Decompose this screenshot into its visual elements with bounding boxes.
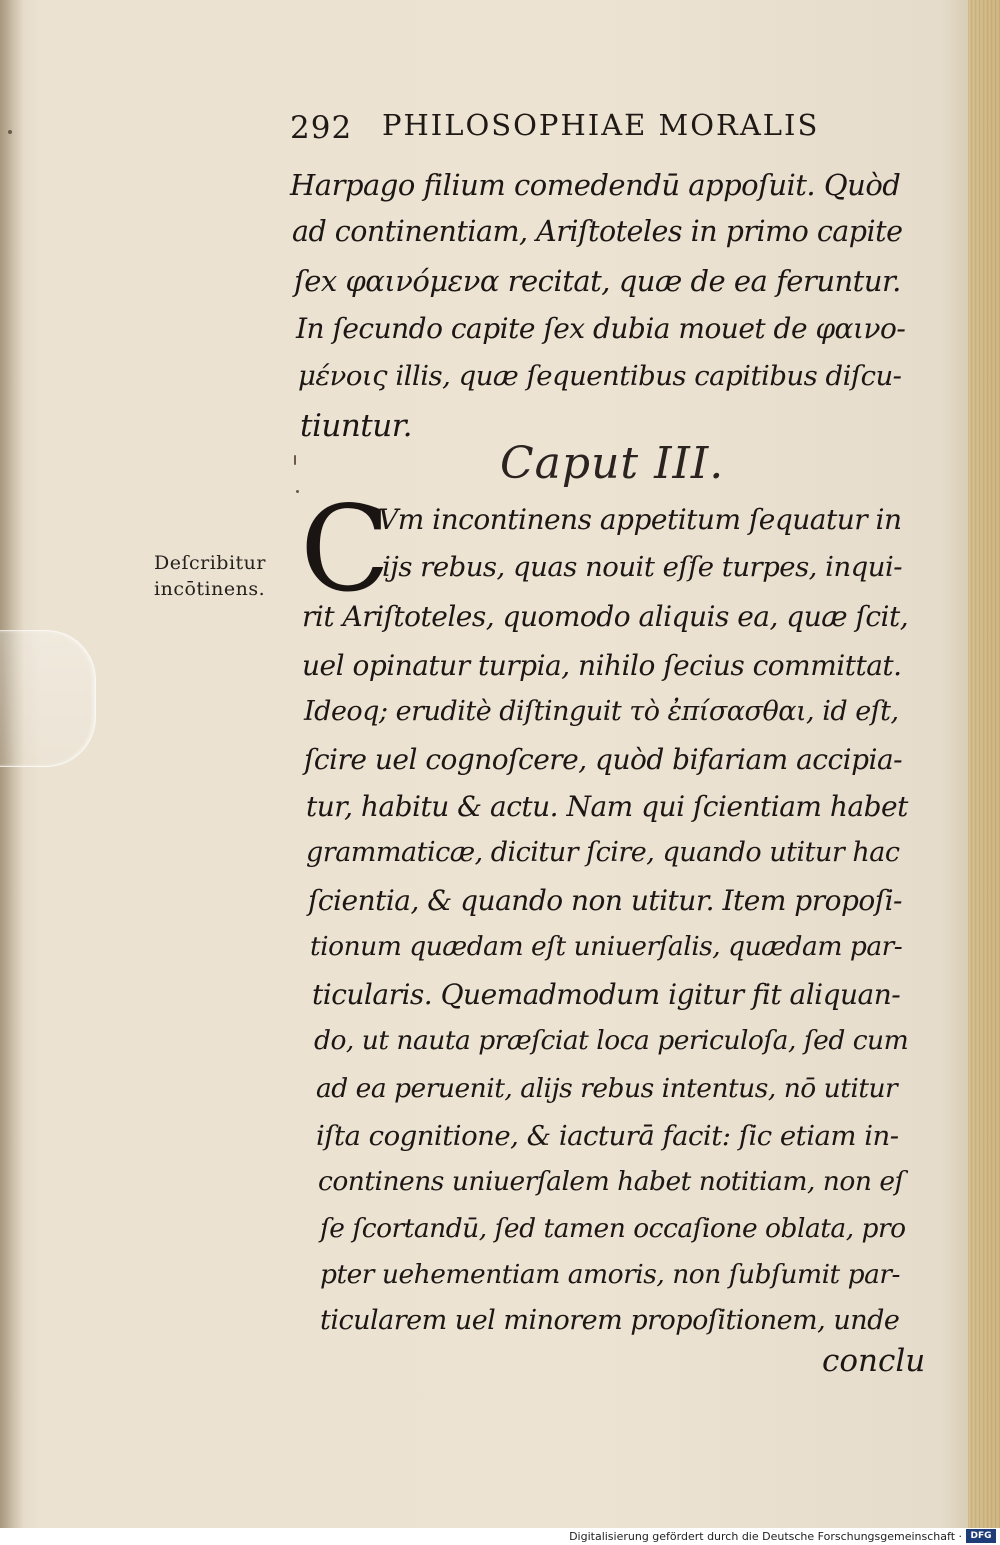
page-edges <box>968 0 1000 1528</box>
paper-speck <box>8 130 12 134</box>
text-line: ticularem uel minorem propoſitionem, unde <box>320 1305 900 1336</box>
text-line: ijs rebus, quas nouit eſſe turpes, inqui- <box>382 551 903 583</box>
text-line: ſcire uel cognoſcere, quòd bifariam accipia- <box>304 743 903 776</box>
text-line: uel opinatur turpia, nihilo ſecius committat. <box>302 649 902 682</box>
footer-credit: Digitalisierung gefördert durch die Deutsche Forschungsgemeinschaft · <box>569 1530 962 1543</box>
text-line: tiuntur. <box>300 408 412 444</box>
page-number: 292 <box>290 110 353 146</box>
chapter-title: Caput III. <box>500 438 725 489</box>
paper-speck <box>296 490 299 493</box>
paper-speck <box>294 455 296 465</box>
text-line: grammaticæ, dicitur ſcire, quando utitur hac <box>306 837 900 868</box>
text-line: ticularis. Quemadmodum igitur fit aliquan- <box>312 978 901 1011</box>
page-header <box>290 106 870 156</box>
text-line: Vm incontinens appetitum ſequatur in <box>378 503 902 536</box>
text-line: tur, habitu & actu. Nam qui ſcientiam habet <box>306 790 908 823</box>
text-line: continens uniuerſalem habet notitiam, non eſ <box>318 1166 904 1197</box>
marginal-note-line: Deſcribitur <box>154 552 267 574</box>
text-line: rit Ariſtoteles, quomodo aliquis ea, quæ ſcit, <box>302 600 909 633</box>
marginal-note-line: incōtinens. <box>154 578 266 600</box>
text-line: pter uehementiam amoris, non ſubſumit par- <box>320 1259 900 1290</box>
catchword: conclu <box>822 1343 926 1379</box>
text-line: tionum quædam eſt uniuerſalis, quædam par- <box>310 931 903 962</box>
transparent-clip <box>0 630 96 767</box>
running-head: PHILOSOPHIAE MORALIS <box>382 108 820 142</box>
text-line: ſcientia, & quando non utitur. Item propoſi- <box>308 884 903 917</box>
text-line: μένοις illis, quæ ſequentibus capitibus diſcu- <box>298 360 902 392</box>
footer-bar <box>0 1528 1000 1545</box>
text-line: ad continentiam, Ariſtoteles in primo capite <box>292 215 903 248</box>
drop-cap: C <box>300 480 391 618</box>
dfg-logo-icon: DFG <box>966 1529 996 1543</box>
text-line: Harpago filium comedendū appoſuit. Quòd <box>290 168 901 202</box>
text-line: In ſecundo capite ſex dubia mouet de φαινο- <box>296 312 906 345</box>
text-line: Ideoq; eruditè diſtinguit τὸ ἐπίσασθαι, id eſt, <box>304 696 899 727</box>
text-line: ſe ſcortandū, ſed tamen occaſione oblata, pro <box>320 1213 906 1244</box>
text-line: do, ut nauta præſciat loca periculoſa, ſed cum <box>314 1025 909 1056</box>
text-line: ſex φαινόμενα recitat, quæ de ea feruntur. <box>294 264 901 298</box>
text-line: ad ea peruenit, alijs rebus intentus, nō utitur <box>316 1073 898 1104</box>
text-line: iſta cognitione, & iacturā facit: ſic etiam in- <box>316 1120 899 1152</box>
